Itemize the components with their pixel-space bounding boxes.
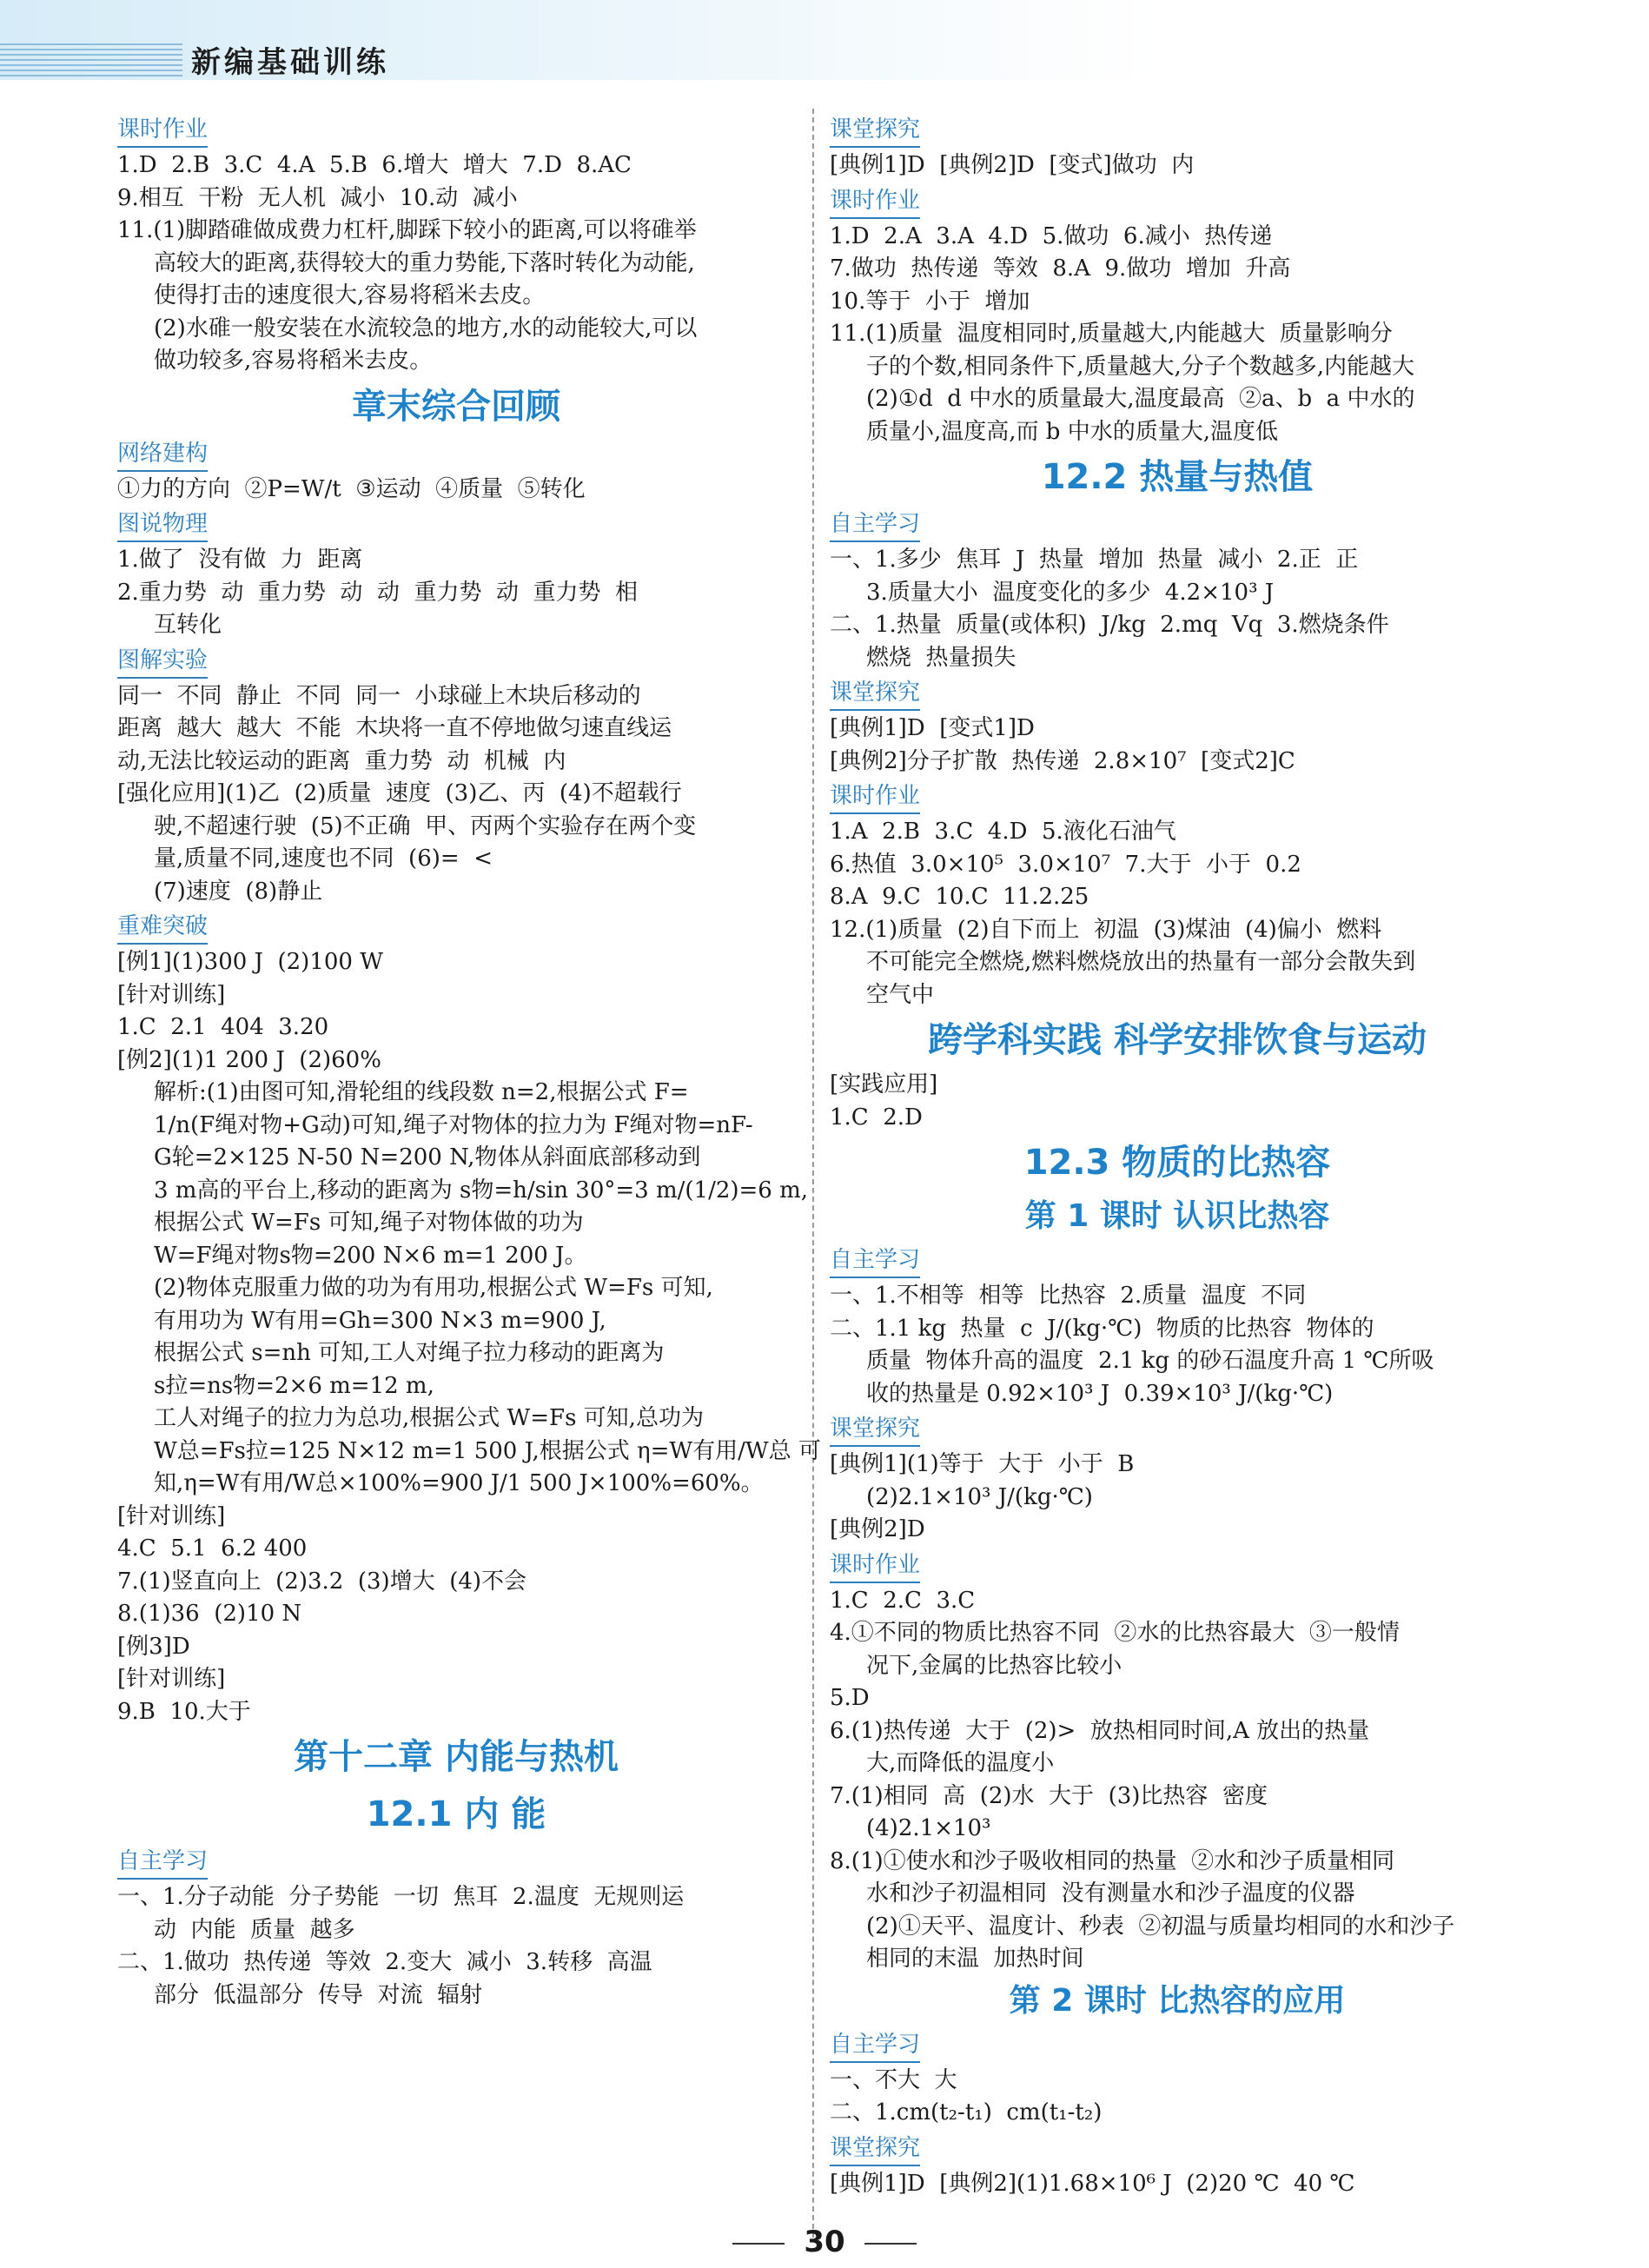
column-divider [812, 109, 814, 2238]
answer-line: 距离 越大 越大 不能 木块将一直不停地做匀速直线运 [117, 715, 672, 741]
answer-line: 大,而降低的温度小 [866, 1750, 1055, 1776]
answer-line: 二、1.cm(t₂-t₁) cm(t₁-t₂) [830, 2099, 1103, 2125]
answer-line: [典例1](1)等于 大于 小于 B [830, 1451, 1135, 1477]
section-label: 课时作业 [830, 184, 920, 219]
section-label: 课时作业 [117, 113, 208, 148]
page-number-text: 30 [804, 2225, 845, 2259]
answer-line: 1.C 2.1 404 3.20 [117, 1014, 329, 1040]
page-number-dash-left [732, 2243, 785, 2245]
answer-line: 根据公式 s=nh 可知,工人对绳子拉力移动的距离为 [154, 1340, 665, 1366]
section-label-row [117, 435, 795, 474]
answer-line: (2)水碓一般安装在水流较急的地方,水的动能较大,可以 [154, 315, 698, 342]
section-label: 自主学习 [830, 1243, 920, 1278]
section-label-row [830, 111, 1525, 149]
answer-line: [典例2]分子扩散 热传递 2.8×10⁷ [变式2]C [830, 747, 1295, 774]
answer-line: W总=Fs拉=125 N×12 m=1 500 J,根据公式 η=W有用/W总 可 [154, 1437, 821, 1464]
chapter-heading: 第十二章 内能与热机 [294, 1737, 619, 1777]
answer-line: [典例1]D [变式1]D [830, 715, 1035, 741]
answer-line: 7.(1)竖直向上 (2)3.2 (3)增大 (4)不会 [117, 1568, 527, 1595]
answer-line: 工人对绳子的拉力为总功,根据公式 W=Fs 可知,总功为 [154, 1405, 704, 1431]
answer-line: 4.①不同的物质比热容不同 ②水的比热容最大 ③一般情 [830, 1620, 1400, 1646]
section-label-row [117, 111, 795, 149]
answer-line: 1.A 2.B 3.C 4.D 5.液化石油气 [830, 819, 1176, 845]
section-label: 课堂探究 [830, 1412, 920, 1447]
section-label: 课堂探究 [830, 676, 920, 711]
section-label: 自主学习 [830, 507, 920, 542]
chapter-heading: 12.2 热量与热值 [1041, 457, 1314, 497]
answer-line: 1.C 2.C 3.C [830, 1587, 976, 1614]
section-label: 图解实验 [117, 644, 208, 679]
answer-line: 1.C 2.D [830, 1104, 923, 1131]
chapter-heading: 章末综合回顾 [352, 386, 560, 427]
answer-line: 10.等于 小于 增加 [830, 288, 1030, 315]
answer-line: 空气中 [866, 981, 935, 1008]
section-label-row [117, 908, 795, 946]
chapter-heading: 跨学科实践 科学安排饮食与运动 [928, 1020, 1427, 1060]
answer-line: 根据公式 W=Fs 可知,绳子对物体做的功为 [154, 1210, 584, 1236]
answer-line: [强化应用](1)乙 (2)质量 速度 (3)乙、丙 (4)不超载行 [117, 780, 682, 806]
answer-line: 3 m高的平台上,移动的距离为 s物=h/sin 30°=3 m/(1/2)=6 m, [154, 1177, 809, 1204]
answer-line: W=F绳对物s物=200 N×6 m=1 200 J。 [154, 1242, 587, 1269]
answer-line: s拉=ns物=2×6 m=12 m, [154, 1372, 434, 1399]
chapter-heading: 12.1 内 能 [366, 1794, 546, 1834]
answer-line: ①力的方向 ②P=W/t ③运动 ④质量 ⑤转化 [117, 475, 586, 502]
section-label-row [117, 1843, 795, 1881]
answer-line: 9.B 10.大于 [117, 1698, 251, 1725]
section-label-row [830, 674, 1525, 713]
answer-line: (2)2.1×10³ J/(kg·℃) [866, 1483, 1093, 1510]
section-label-row [117, 506, 795, 544]
header-title: 新编基础训练 [191, 45, 389, 80]
section-label-row [830, 1242, 1525, 1280]
answer-line: 8.A 9.C 10.C 11.2.25 [830, 884, 1089, 910]
answer-line: 知,η=W有用/W总×100%=900 J/1 500 J×100%=60%。 [154, 1470, 764, 1496]
page-header [0, 0, 1649, 80]
answer-line: 12.(1)质量 (2)自下而上 初温 (3)煤油 (4)偏小 燃料 [830, 916, 1382, 943]
answer-line: [例3]D [117, 1633, 190, 1660]
answer-line: [例1](1)300 J (2)100 W [117, 949, 383, 975]
answer-line: [典例1]D [典例2]D [变式]做功 内 [830, 152, 1195, 178]
answer-line: 二、1.1 kg 热量 c J/(kg·℃) 物质的比热容 物体的 [830, 1315, 1374, 1342]
answer-line: [典例2]D [830, 1516, 925, 1542]
answer-line: (2)物体克服重力做的功为有用功,根据公式 W=Fs 可知, [154, 1275, 713, 1301]
section-label: 课堂探究 [830, 2132, 920, 2166]
section-label-row [117, 642, 795, 680]
left-column [117, 111, 821, 2012]
answer-line: 一、1.分子动能 分子势能 一切 焦耳 2.温度 无规则运 [117, 1884, 685, 1910]
answer-line: (2)①d d 中水的质量最大,温度最高 ②a、b a 中水的 [866, 386, 1415, 412]
answer-line: 同一 不同 静止 不同 同一 小球碰上木块后移动的 [117, 682, 641, 709]
section-label: 课时作业 [830, 1548, 920, 1583]
answer-line: 况下,金属的比热容比较小 [866, 1652, 1123, 1679]
answer-line: 11.(1)脚踏碓做成费力杠杆,脚踩下较小的距离,可以将碓举 [117, 217, 697, 243]
answer-line: 子的个数,相同条件下,质量越大,分子个数越多,内能越大 [866, 353, 1415, 380]
answer-line: 11.(1)质量 温度相同时,质量越大,内能越大 质量影响分 [830, 321, 1393, 347]
answer-line: [例2](1)1 200 J (2)60% [117, 1046, 381, 1073]
answer-line: 质量 物体升高的温度 2.1 kg 的砂石温度升高 1 ℃所吸 [866, 1348, 1434, 1374]
answer-line: 水和沙子初温相同 没有测量水和沙子温度的仪器 [866, 1880, 1355, 1907]
answer-line: 动 内能 质量 越多 [154, 1916, 355, 1943]
section-label: 自主学习 [117, 1845, 208, 1880]
answer-line: 8.(1)36 (2)10 N [117, 1601, 302, 1627]
answer-line: 部分 低温部分 传导 对流 辐射 [154, 1981, 483, 2008]
answer-line: 6.(1)热传递 大于 (2)> 放热相同时间,A 放出的热量 [830, 1717, 1370, 1744]
section-label: 课时作业 [830, 779, 920, 814]
answer-line: 1.做了 没有做 力 距离 [117, 547, 363, 573]
answer-line: 2.重力势 动 重力势 动 动 重力势 动 重力势 相 [117, 579, 639, 606]
chapter-heading: 12.3 物质的比热容 [1023, 1143, 1331, 1183]
answer-line: 二、1.热量 质量(或体积) J/kg 2.mq Vq 3.燃烧条件 [830, 612, 1389, 638]
answer-line: 一、1.多少 焦耳 J 热量 增加 热量 减小 2.正 正 [830, 547, 1359, 573]
answer-line: 7.做功 热传递 等效 8.A 9.做功 增加 升高 [830, 255, 1291, 282]
section-label-row [830, 2130, 1525, 2168]
answer-line: [针对训练] [117, 1666, 226, 1692]
answer-line: 动,无法比较运动的距离 重力势 动 机械 内 [117, 747, 566, 774]
section-label-row [830, 182, 1525, 221]
answer-line: (7)速度 (8)静止 [154, 878, 323, 905]
answer-line: 6.热值 3.0×10⁵ 3.0×10⁷ 7.大于 小于 0.2 [830, 851, 1301, 878]
answer-line: 4.C 5.1 6.2 400 [117, 1535, 308, 1562]
answer-line: G轮=2×125 N-50 N=200 N,物体从斜面底部移动到 [154, 1144, 701, 1170]
answer-line: 一、1.不相等 相等 比热容 2.质量 温度 不同 [830, 1283, 1307, 1309]
page-number-dash-right [864, 2243, 917, 2245]
right-column [830, 111, 1525, 2200]
answer-line: 做功较多,容易将稻米去皮。 [154, 348, 433, 374]
answer-line: (4)2.1×10³ [866, 1815, 991, 1841]
answer-line: [针对训练] [117, 981, 226, 1008]
answer-line: 3.质量大小 温度变化的多少 4.2×10³ J [866, 579, 1275, 606]
answer-line: 不可能完全燃烧,燃料燃烧放出的热量有一部分会散失到 [866, 949, 1416, 975]
section-label-row [830, 1410, 1525, 1449]
answer-line: 高较大的距离,获得较大的重力势能,下落时转化为动能, [154, 249, 695, 276]
answer-line: 9.相互 干粉 无人机 减小 10.动 减小 [117, 184, 518, 211]
answer-line: 质量小,温度高,而 b 中水的质量大,温度低 [866, 418, 1278, 445]
answer-line: 8.(1)①使水和沙子吸收相同的热量 ②水和沙子质量相同 [830, 1847, 1395, 1874]
section-label: 课堂探究 [830, 113, 920, 148]
section-label-row [830, 1547, 1525, 1585]
answer-line: 相同的末温 加热时间 [866, 1946, 1084, 1972]
answer-line: 收的热量是 0.92×10³ J 0.39×10³ J/(kg·℃) [866, 1380, 1334, 1407]
answer-line: 1/n(F绳对物+G动)可知,绳子对物体的拉力为 F绳对物=nF- [154, 1111, 753, 1138]
answer-line: [典例1]D [典例2](1)1.68×10⁶ J (2)20 ℃ 40 ℃ [830, 2170, 1355, 2197]
section-label: 重难突破 [117, 910, 208, 945]
answer-line: 驶,不超速行驶 (5)不正确 甲、丙两个实验存在两个变 [154, 812, 697, 839]
section-label-row [830, 2026, 1525, 2065]
header-decoration [0, 43, 182, 76]
answer-line: 7.(1)相同 高 (2)水 大于 (3)比热容 密度 [830, 1782, 1268, 1809]
answer-line: 一、不大 大 [830, 2066, 957, 2093]
lesson-heading: 第 2 课时 比热容的应用 [1009, 1982, 1346, 2019]
section-label: 图说物理 [117, 507, 208, 542]
answer-line: 使得打击的速度很大,容易将稻米去皮。 [154, 282, 546, 308]
answer-line: 解析:(1)由图可知,滑轮组的线段数 n=2,根据公式 F= [154, 1079, 689, 1105]
section-label-row [830, 506, 1525, 544]
section-label: 自主学习 [830, 2028, 920, 2063]
lesson-heading: 第 1 课时 认识比热容 [1024, 1198, 1330, 1234]
answer-line: 量,质量不同,速度也不同 (6)= < [154, 846, 493, 872]
answer-line: [针对训练] [117, 1502, 226, 1529]
answer-line: 有用功为 W有用=Gh=300 N×3 m=900 J, [154, 1307, 606, 1334]
answer-line: 燃烧 热量损失 [866, 644, 1017, 671]
answer-line: 5.D [830, 1685, 870, 1711]
section-label: 网络建构 [117, 437, 208, 472]
page-number [0, 2225, 1649, 2259]
answer-line: [实践应用] [830, 1071, 938, 1098]
answer-line: (2)①天平、温度计、秒表 ②初温与质量均相同的水和沙子 [866, 1913, 1455, 1940]
answer-line: 二、1.做功 热传递 等效 2.变大 减小 3.转移 高温 [117, 1949, 652, 1975]
answer-line: 互转化 [154, 612, 222, 638]
answer-line: 1.D 2.A 3.A 4.D 5.做功 6.减小 热传递 [830, 222, 1273, 249]
answer-line: 1.D 2.B 3.C 4.A 5.B 6.增大 增大 7.D 8.AC [117, 152, 632, 178]
section-label-row [830, 778, 1525, 816]
